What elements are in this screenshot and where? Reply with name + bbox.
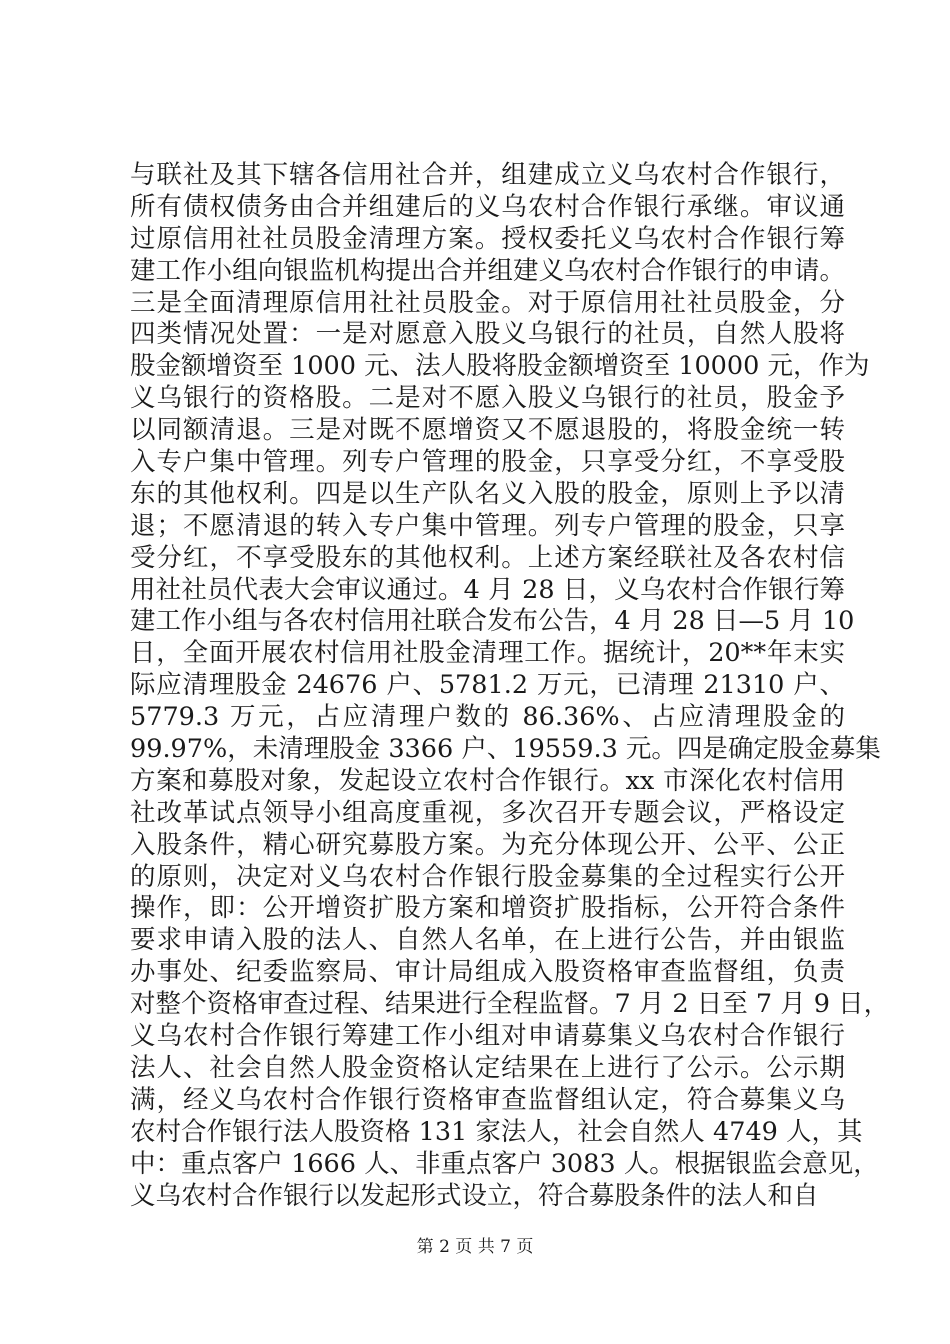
text-line: 方案和募股对象，发起设立农村合作银行。xx 市深化农村信用: [130, 765, 845, 796]
text-line: 中：重点客户 1666 人、非重点客户 3083 人。根据银监会意见，: [130, 1148, 879, 1179]
text-line: 与联社及其下辖各信用社合并，组建成立义乌农村合作银行，: [130, 160, 845, 190]
text-line: 办事处、纪委监察局、审计局组成入股资格审查监督组，负责: [130, 957, 845, 988]
text-line: 99.97%，未清理股金 3366 户、19559.3 元。四是确定股金募集: [130, 734, 881, 765]
text-line: 操作，即：公开增资扩股方案和增资扩股指标，公开符合条件: [130, 893, 845, 924]
text-line: 日，全面开展农村信用社股金清理工作。据统计，20**年末实: [130, 638, 845, 669]
text-line: 入专户集中管理。列专户管理的股金，只享受分红，不享受股: [130, 447, 845, 478]
text-line: 过原信用社社员股金清理方案。授权委托义乌农村合作银行筹: [130, 223, 845, 254]
text-line: 所有债权债务由合并组建后的义乌农村合作银行承继。审议通: [130, 191, 845, 222]
body-text: [130, 160, 890, 1212]
text-line: 四类情况处置：一是对愿意入股义乌银行的社员，自然人股将: [130, 319, 845, 350]
page-footer: [0, 1236, 950, 1258]
text-line: 东的其他权利。四是以生产队名义入股的股金，原则上予以清: [130, 478, 845, 509]
text-line: 义乌农村合作银行以发起形式设立，符合募股条件的法人和自: [130, 1180, 819, 1211]
text-line: 三是全面清理原信用社社员股金。对于原信用社社员股金，分: [130, 287, 845, 318]
text-line: 农村合作银行法人股资格 131 家法人，社会自然人 4749 人，其: [130, 1116, 863, 1147]
text-line: 际应清理股金 24676 户、5781.2 万元，已清理 21310 户、: [130, 670, 845, 701]
text-line: 用社社员代表大会审议通过。4 月 28 日，义乌农村合作银行筹: [130, 574, 845, 605]
text-line: 要求申请入股的法人、自然人名单，在上进行公告，并由银监: [130, 925, 845, 956]
text-line: 法人、社会自然人股金资格认定结果在上进行了公示。公示期: [130, 1052, 845, 1083]
text-line: 的原则，决定对义乌农村合作银行股金募集的全过程实行公开: [130, 861, 845, 892]
text-line: 义乌银行的资格股。二是对不愿入股义乌银行的社员，股金予: [130, 383, 845, 414]
text-line: 入股条件，精心研究募股方案。为充分体现公开、公平、公正: [130, 829, 845, 860]
text-line: 建工作小组向银监机构提出合并组建义乌农村合作银行的申请。: [130, 255, 845, 286]
page-number-label: 第 2 页 共 7 页: [416, 1237, 534, 1257]
text-line: 退；不愿清退的转入专户集中管理。列专户管理的股金，只享: [130, 510, 845, 541]
text-line: 股金额增资至 1000 元、法人股将股金额增资至 10000 元，作为: [130, 351, 870, 382]
text-line: 对整个资格审查过程、结果进行全程监督。7 月 2 日至 7 月 9 日，: [130, 989, 890, 1020]
text-line: 社改革试点领导小组高度重视，多次召开专题会议，严格设定: [130, 797, 845, 828]
text-line: 建工作小组与各农村信用社联合发布公告，4 月 28 日—5 月 10: [130, 606, 855, 637]
text-line: 受分红，不享受股东的其他权利。上述方案经联社及各农村信: [130, 542, 845, 573]
text-line: 5779.3 万元，占应清理户数的 86.36%、占应清理股金的: [130, 702, 845, 733]
text-line: 满，经义乌农村合作银行资格审查监督组认定，符合募集义乌: [130, 1084, 845, 1115]
text-line: 以同额清退。三是对既不愿增资又不愿退股的，将股金统一转: [130, 415, 845, 446]
text-line: 义乌农村合作银行筹建工作小组对申请募集义乌农村合作银行: [130, 1021, 845, 1052]
